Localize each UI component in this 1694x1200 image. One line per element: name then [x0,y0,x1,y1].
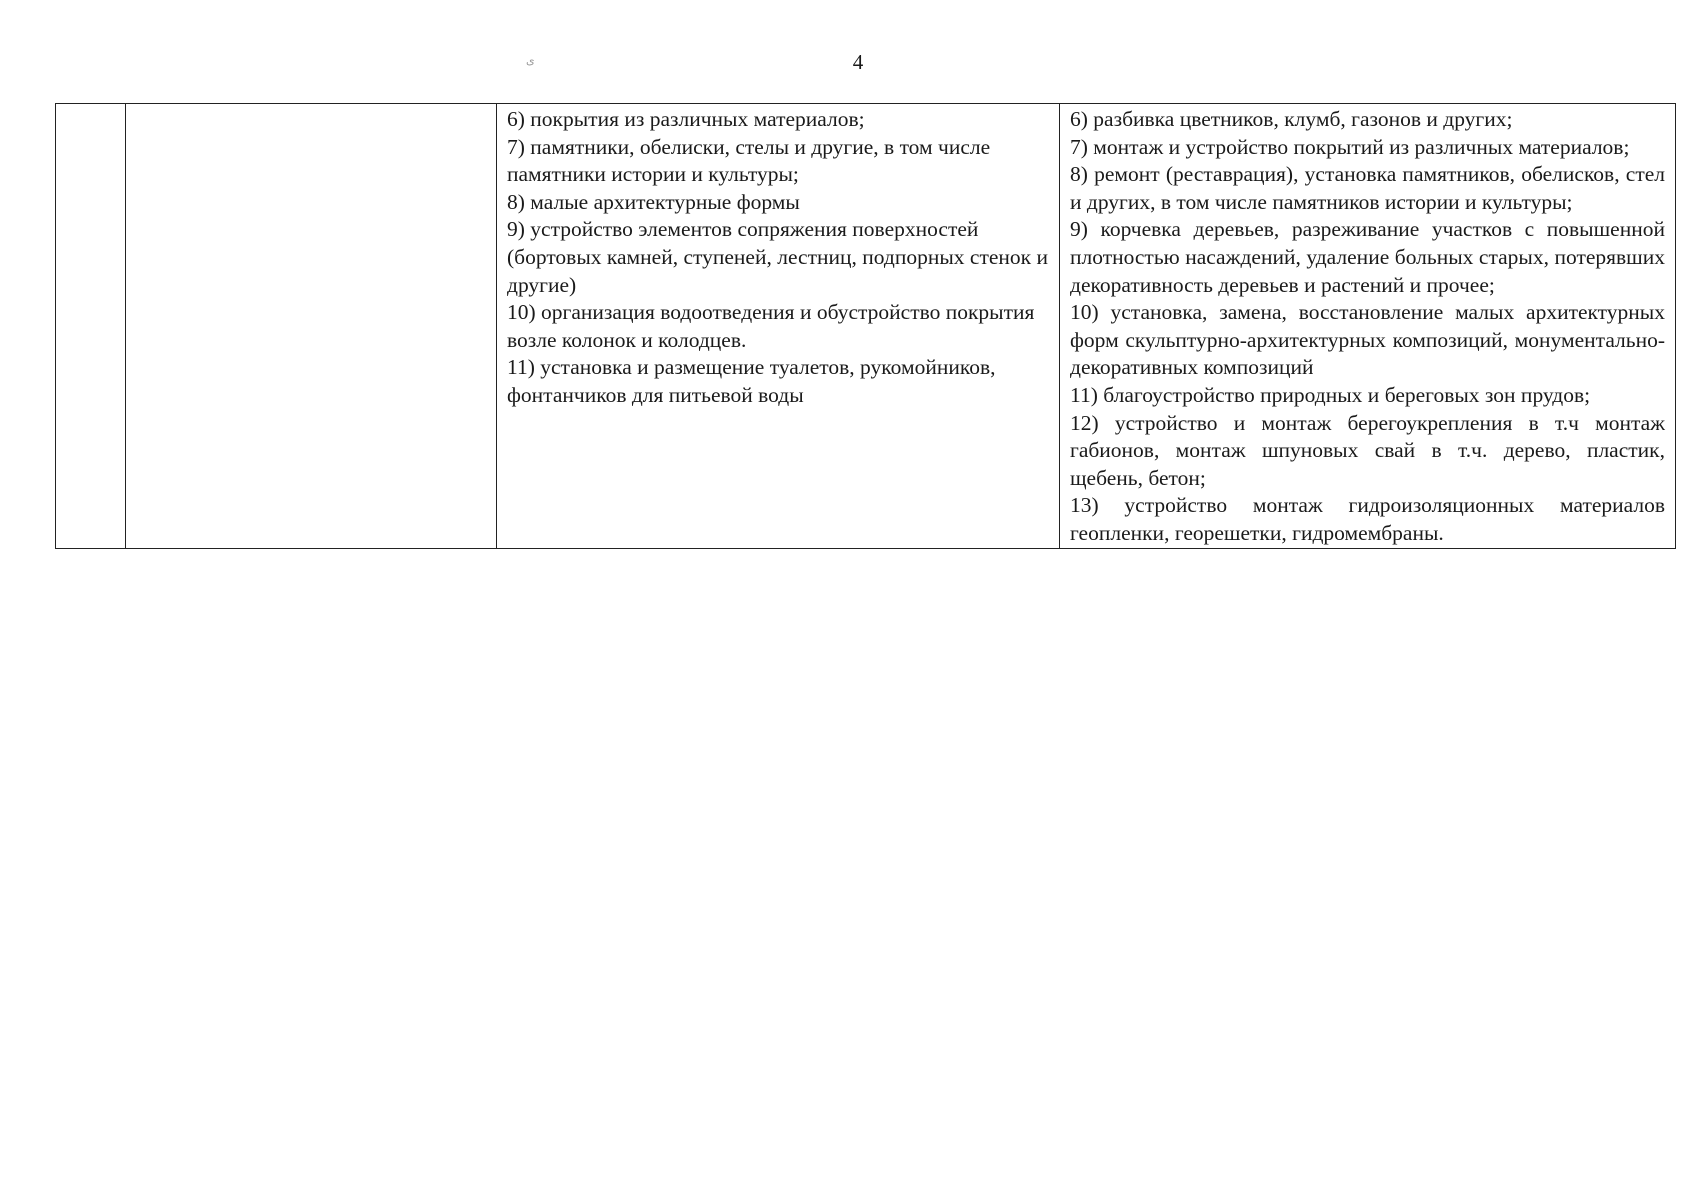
works-item: 11) благоустройство природных и береговых зон прудов; [1070,382,1591,407]
document-table [55,103,1676,549]
elements-item: 10) организация водоотведения и обустройство покрытия возле колонок и колодцев. [507,300,1035,352]
cell-object-name [126,104,497,549]
works-item: 12) устройство и монтаж берегоукрепления в т.ч монтаж габионов, монтаж шпуновых свай в т.ч. дерево, пластик, щебень, бетон; [1070,410,1665,490]
works-item: 7) монтаж и устройство покрытий из различных материалов; [1070,134,1630,159]
scan-mark: ﻯ [526,55,535,67]
works-item: 6) разбивка цветников, клумб, газонов и других; [1070,107,1513,131]
elements-item: 8) малые архитектурные формы [507,189,800,214]
elements-item: 9) устройство элементов сопряжения поверхностей (бортовых камней, ступеней, лестниц, подпорных стенок и другие) [507,217,1048,297]
page-number: 4 [852,50,864,74]
table-row [56,104,1676,549]
elements-item: 7) памятники, обелиски, стелы и другие, в том числе памятники истории и культуры; [507,134,991,187]
cell-elements [497,104,1060,549]
works-item: 10) установка, замена, восстановление малых архитектурных форм скульптурно-архитектурных композиций, монументально-декоративных композиций [1070,300,1665,380]
cell-works [1060,104,1676,549]
elements-item: 6) покрытия из различных материалов; [507,107,865,131]
works-item: 8) ремонт (реставрация), установка памятников, обелисков, стел и других, в том числе памятников истории и культуры; [1070,162,1665,214]
cell-number [56,104,126,549]
works-item: 13) устройство монтаж гидроизоляционных материалов геопленки, георешетки, гидромембраны. [1070,493,1665,545]
elements-item: 11) установка и размещение туалетов, рукомойников, фонтанчиков для питьевой воды [507,355,996,407]
works-item: 9) корчевка деревьев, разреживание участков с повышенной плотностью насаждений, удаление больных старых, потерявших декоративность деревьев и растений и прочее; [1070,217,1665,297]
